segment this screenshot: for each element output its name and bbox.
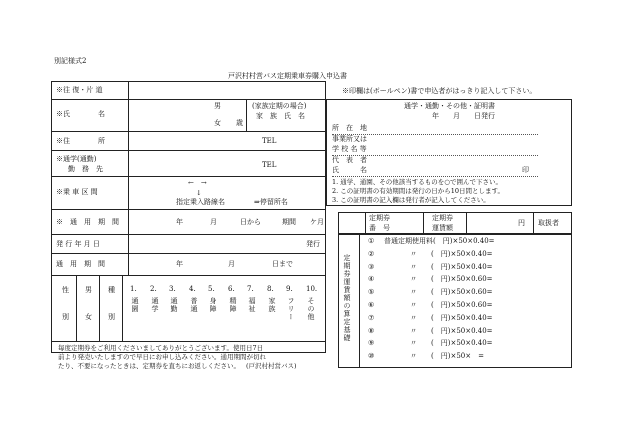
workplace-label: 勤 務 先 — [68, 165, 103, 173]
calc-row-formula: 〃 ( 円)×50×0.60= — [410, 275, 493, 283]
type-option-name[interactable]: 通園 — [131, 297, 139, 313]
type-option-name[interactable]: 家族 — [268, 297, 276, 313]
sex-label-top: 性 — [62, 286, 69, 294]
period-length-label: 期間 — [282, 218, 296, 226]
calc-row-number: ① — [368, 237, 375, 245]
valid-period-label: 通 用 期 間 — [56, 260, 105, 268]
footer-line-2: 前より発売いたしますので早日にお申し込みください。通用期間が切れ — [58, 353, 266, 361]
issued-label: 発行 — [306, 240, 320, 248]
school-work-label: ※通学(通勤) — [56, 155, 97, 163]
cert-title: 通学・通勤・その他・証明書 — [404, 102, 495, 110]
type-option-number[interactable]: 9. — [286, 285, 293, 293]
fare-amount-label-2: 運賃額 — [432, 224, 453, 232]
valid-month: 月 — [228, 260, 235, 268]
type-option-number[interactable]: 7. — [247, 285, 254, 293]
calc-row-formula: 〃 ( 円)×50×0.40= — [410, 327, 493, 335]
family-name-label: 家 族 氏 名 — [256, 112, 305, 120]
gender-female[interactable]: 女 — [214, 119, 221, 127]
calc-row-formula: 〃 ( 円)×50×0.60= — [410, 301, 493, 309]
family-label: (家族定期の場合) — [252, 102, 307, 110]
type-option-name[interactable]: 通学 — [151, 297, 159, 313]
form-id: 別記様式2 — [54, 57, 87, 65]
type-option-number[interactable]: 4. — [189, 285, 196, 293]
type-option-name[interactable]: 身障 — [209, 297, 217, 313]
calc-row-number: ③ — [368, 263, 375, 271]
arrow-down-icon: ↓ — [196, 189, 202, 197]
calc-row-number: ⑨ — [368, 339, 375, 347]
name-label: ※氏 名 — [56, 110, 105, 118]
valid-year: 年 — [176, 260, 183, 268]
sex-female[interactable]: 女 — [85, 313, 92, 321]
issue-date-label: 発 行 年 月 日 — [56, 240, 100, 248]
age-suffix: 歳 — [236, 119, 243, 127]
trip-type-label: ※往 復・片 道 — [56, 86, 103, 94]
footer-line-3: たり、不要になったときは、定期券を直ちにお返しください。 — [58, 362, 240, 370]
calc-row-formula: 〃 ( 円)×50×0.40= — [410, 263, 493, 271]
calc-row-number: ⑤ — [368, 288, 375, 296]
stop-name-label: ⇒停留所名 — [254, 198, 288, 206]
left-table — [51, 81, 326, 353]
address-label: ※住 所 — [56, 137, 105, 145]
period-month: 月 — [210, 218, 217, 226]
header-note: ※印欄は(ボールペン)書で申込者がはっきり記入して下さい。 — [342, 87, 537, 95]
type-option-name[interactable]: 精障 — [229, 297, 237, 313]
type-option-number[interactable]: 6. — [228, 285, 235, 293]
route-label: ※乗 車 区 間 — [56, 188, 98, 196]
calc-row-formula: 〃 ( 円)×50× = — [410, 352, 484, 360]
period-label: ※ 通 用 期 間 — [56, 218, 119, 226]
ticket-no-label-1: 定期券 — [369, 214, 390, 222]
type-option-number[interactable]: 10. — [306, 285, 318, 293]
type-label-top: 種 — [108, 286, 115, 294]
type-option-number[interactable]: 2. — [150, 285, 157, 293]
type-option-name[interactable]: 福祉 — [248, 297, 256, 313]
cert-name: 氏 名 — [332, 166, 367, 174]
gender-male[interactable]: 男 — [214, 102, 221, 110]
calc-row-formula: 〃 ( 円)×50×0.40= — [410, 314, 493, 322]
ticket-no-label-2: 番 号 — [369, 224, 390, 232]
period-months: ケ月 — [310, 218, 324, 226]
type-option-name[interactable]: 普通 — [190, 297, 198, 313]
handler-label: 取扱者 — [538, 219, 559, 227]
footer-line-1: 毎度定期券をご利用くださいましてありがとうございます。使用日7日 — [58, 344, 264, 352]
cert-note-2: 2. この証明書の有効期間は発行の日から10日間とします。 — [332, 187, 505, 195]
calc-row-number: ⑦ — [368, 314, 375, 322]
type-option-name[interactable]: 通勤 — [170, 297, 178, 313]
footer-signature: (戸沢村村営バス) — [246, 362, 297, 370]
type-option-name[interactable]: その他 — [307, 297, 315, 321]
period-from: 日から — [240, 218, 261, 226]
type-option-number[interactable]: 8. — [267, 285, 274, 293]
arrow-lr: ← → — [188, 179, 207, 187]
valid-until: 日まで — [272, 260, 293, 268]
boarding-route-label: 指定乗入路線名 — [176, 198, 225, 206]
calc-row-number: ② — [368, 250, 375, 258]
calc-row-formula: 普通定期使用料( 円)×50×0.40= — [384, 237, 495, 245]
cert-school: 学 校 名 等 — [332, 145, 367, 153]
type-option-number[interactable]: 1. — [130, 285, 137, 293]
calc-basis-label: 定期券運賃額の算定基礎 — [343, 254, 351, 342]
tel-label: TEL — [262, 137, 277, 145]
cert-location: 所 在 地 — [332, 124, 367, 132]
period-year: 年 — [176, 218, 183, 226]
cert-note-1: 1. 通学、通園、その他該当するものを○で囲んで下さい。 — [332, 178, 502, 186]
cert-seal: 印 — [522, 166, 529, 174]
calc-row-number: ⑩ — [368, 352, 375, 360]
cert-rep: 代 表 者 — [332, 156, 367, 164]
calc-row-number: ④ — [368, 275, 375, 283]
type-option-number[interactable]: 5. — [208, 285, 215, 293]
cert-office: 事業所又は — [332, 135, 367, 143]
cert-date: 年 月 日発行 — [432, 112, 495, 120]
fare-amount-label-1: 定期券 — [432, 214, 453, 222]
tel2-label: TEL — [262, 161, 277, 169]
cert-note-3: 3. この証明書の記入欄は発行者が記入してください。 — [332, 196, 490, 204]
calc-row-formula: 〃 ( 円)×50×0.40= — [410, 250, 493, 258]
form-title: 戸沢村村営バス定期乗車券購入申込書 — [228, 72, 347, 80]
sex-label-bottom: 別 — [62, 313, 69, 321]
type-option-name[interactable]: フリー — [287, 297, 295, 321]
calc-row-formula: 〃 ( 円)×50×0.40= — [410, 339, 493, 347]
type-option-number[interactable]: 3. — [169, 285, 176, 293]
type-label-bottom: 別 — [108, 313, 115, 321]
sex-male[interactable]: 男 — [85, 286, 92, 294]
fare-yen: 円 — [518, 219, 525, 227]
calc-row-number: ⑥ — [368, 301, 375, 309]
calc-row-formula: 〃 ( 円)×50×0.60= — [410, 288, 493, 296]
calc-row-number: ⑧ — [368, 327, 375, 335]
